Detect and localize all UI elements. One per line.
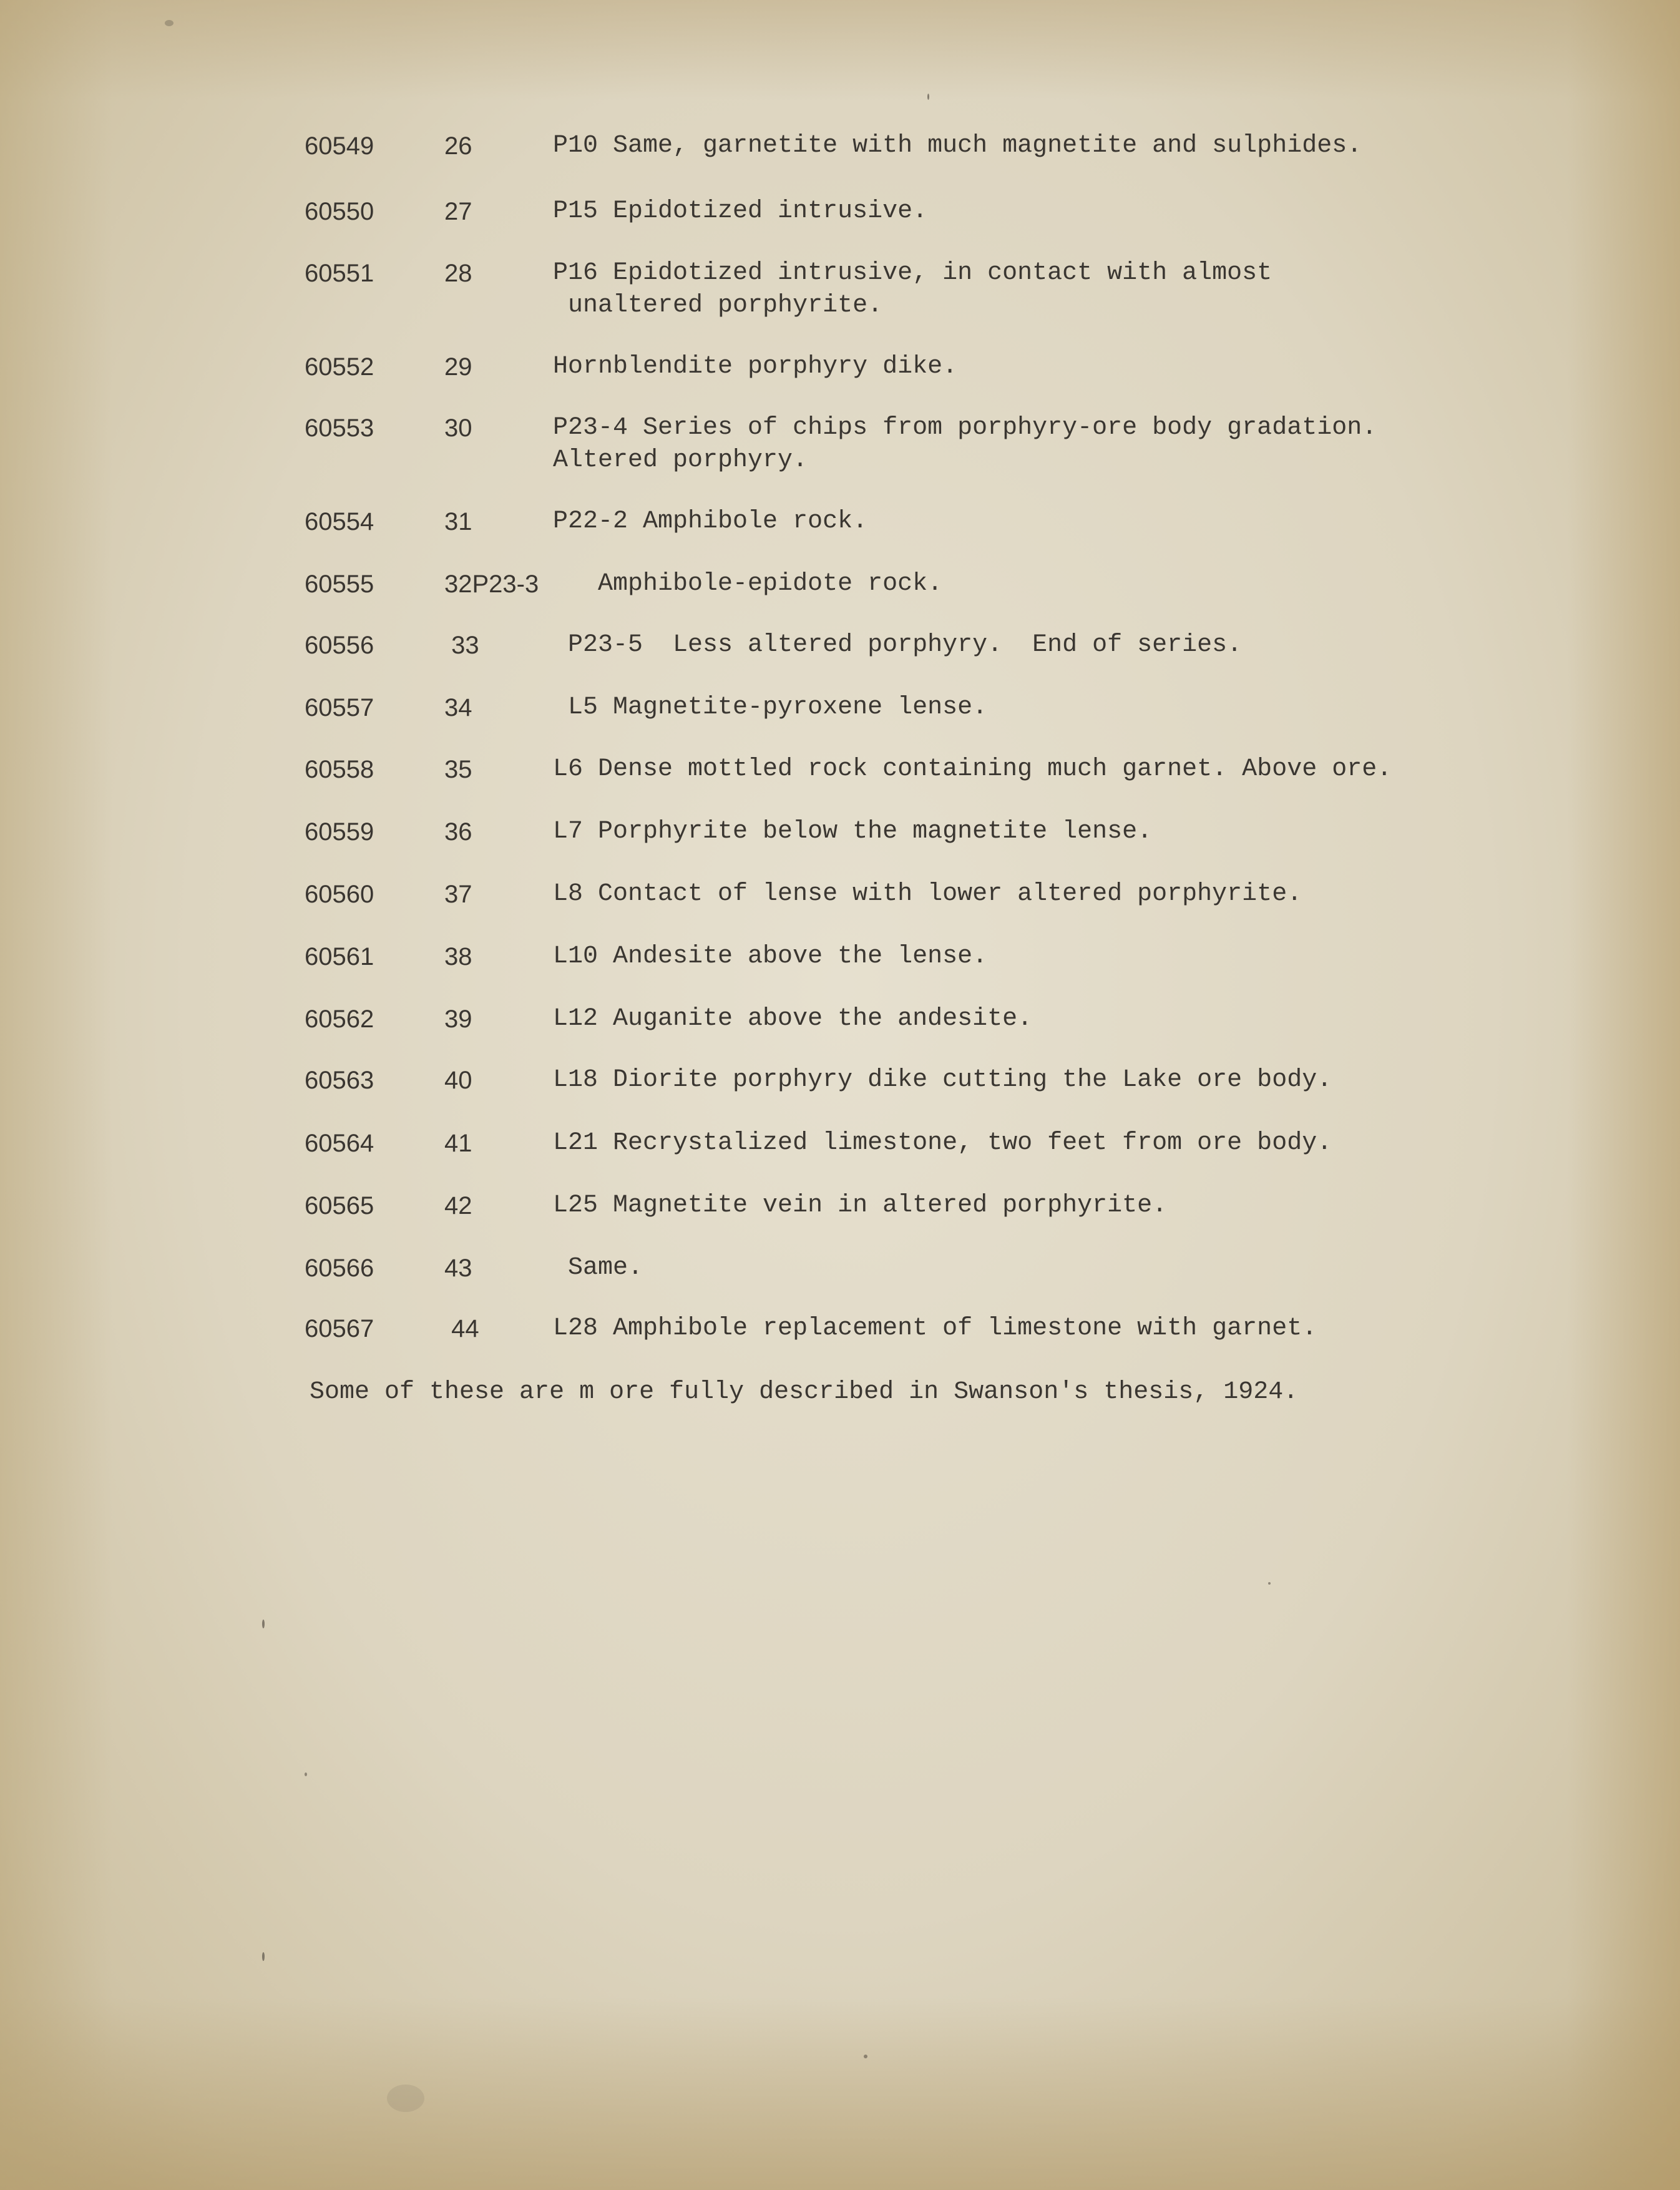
field-number: 44 [444,1315,479,1342]
catalog-number: 60557 [305,694,374,721]
paper-speck [927,94,929,100]
specimen-description: L21 Recrystalized limestone, two feet from ore body. [553,1129,1332,1157]
field-number: 42 [444,1192,472,1220]
list-item [0,816,1680,884]
list-item [0,692,1680,760]
field-number: 29 [444,353,472,381]
field-number: 28 [444,260,472,287]
catalog-number: 60550 [305,198,374,225]
field-number: 30 [444,414,472,442]
catalog-number: 60554 [305,508,374,535]
list-item [0,1127,1680,1196]
list-item [0,753,1680,822]
field-number: 38 [444,943,472,970]
specimen-description: L25 Magnetite vein in altered porphyrite. [553,1191,1168,1220]
specimen-description: Hornblendite porphyry dike. [553,353,958,381]
catalog-number: 60556 [305,632,374,659]
specimen-description: L8 Contact of lense with lower altered porphyrite. [553,880,1302,908]
field-number: 37 [444,881,472,908]
specimen-description: P23-5 Less altered porphyry. End of series. [553,631,1243,659]
paper-stain-top [0,0,1680,100]
catalog-number: 60562 [305,1005,374,1033]
specimen-description: Amphibole-epidote rock. [553,570,943,598]
field-number: 32P23-3 [444,570,539,598]
specimen-description: P23-4 Series of chips from porphyry-ore body gradation. [553,414,1377,442]
field-number: 40 [444,1067,472,1094]
catalog-number: 60564 [305,1130,374,1157]
specimen-description: L18 Diorite porphyry dike cutting the Lake ore body. [553,1066,1332,1094]
list-item [0,257,1680,326]
catalog-number: 60561 [305,943,374,970]
list-item [0,130,1680,198]
paper-speck [387,2085,424,2112]
field-number: 31 [444,508,472,535]
specimen-description: L6 Dense mottled rock containing much garnet. Above ore. [553,755,1392,783]
catalog-number: 60555 [305,570,374,598]
field-number: 26 [444,132,472,160]
list-item [0,1190,1680,1258]
field-number: 36 [444,818,472,846]
specimen-description: P15 Epidotized intrusive. [553,197,928,225]
paper-speck [262,1620,265,1628]
list-item [0,1064,1680,1133]
specimen-description: L5 Magnetite-pyroxene lense. [553,693,988,721]
specimen-description: Same. [553,1254,643,1282]
catalog-number: 60567 [305,1315,374,1342]
paper-speck [305,1772,307,1776]
specimen-description-continued: unaltered porphyrite. [553,291,883,320]
catalog-number: 60549 [305,132,374,160]
paper-speck [262,1952,265,1961]
specimen-description: L10 Andesite above the lense. [553,942,988,970]
list-item [0,878,1680,947]
paper-speck [165,20,173,26]
specimen-description-continued: Altered porphyry. [553,446,808,474]
catalog-number: 60552 [305,353,374,381]
specimen-description: P22-2 Amphibole rock. [553,507,868,535]
field-number: 41 [444,1130,472,1157]
list-item [0,412,1680,481]
field-number: 27 [444,198,472,225]
paper-speck [864,2055,867,2058]
specimen-description: L7 Porphyrite below the magnetite lense. [553,818,1153,846]
field-number: 35 [444,756,472,783]
list-item [0,1252,1680,1321]
catalog-number: 60553 [305,414,374,442]
catalog-number: 60566 [305,1254,374,1282]
catalog-number: 60559 [305,818,374,846]
catalog-number: 60551 [305,260,374,287]
paper-speck [1268,1582,1271,1585]
footnote: Some of these are m ore fully described in Swanson's thesis, 1924. [310,1378,1299,1406]
list-item [0,941,1680,1009]
field-number: 34 [444,694,472,721]
catalog-number: 60563 [305,1067,374,1094]
list-item [0,351,1680,419]
list-item [0,568,1680,637]
list-item [0,195,1680,264]
specimen-description: P16 Epidotized intrusive, in contact with almost [553,259,1272,287]
field-number: 39 [444,1005,472,1033]
specimen-description: L28 Amphibole replacement of limestone with garnet. [553,1314,1317,1342]
catalog-number: 60565 [305,1192,374,1220]
field-number: 33 [444,632,479,659]
list-item [0,1313,1680,1381]
list-item [0,506,1680,574]
list-item [0,629,1680,698]
catalog-number: 60558 [305,756,374,783]
paper-stain-bottom [0,1997,1680,2190]
list-item [0,1003,1680,1072]
specimen-description: L12 Auganite above the andesite. [553,1005,1033,1033]
specimen-description: P10 Same, garnetite with much magnetite and sulphides. [553,132,1362,160]
field-number: 43 [444,1254,472,1282]
catalog-number: 60560 [305,881,374,908]
